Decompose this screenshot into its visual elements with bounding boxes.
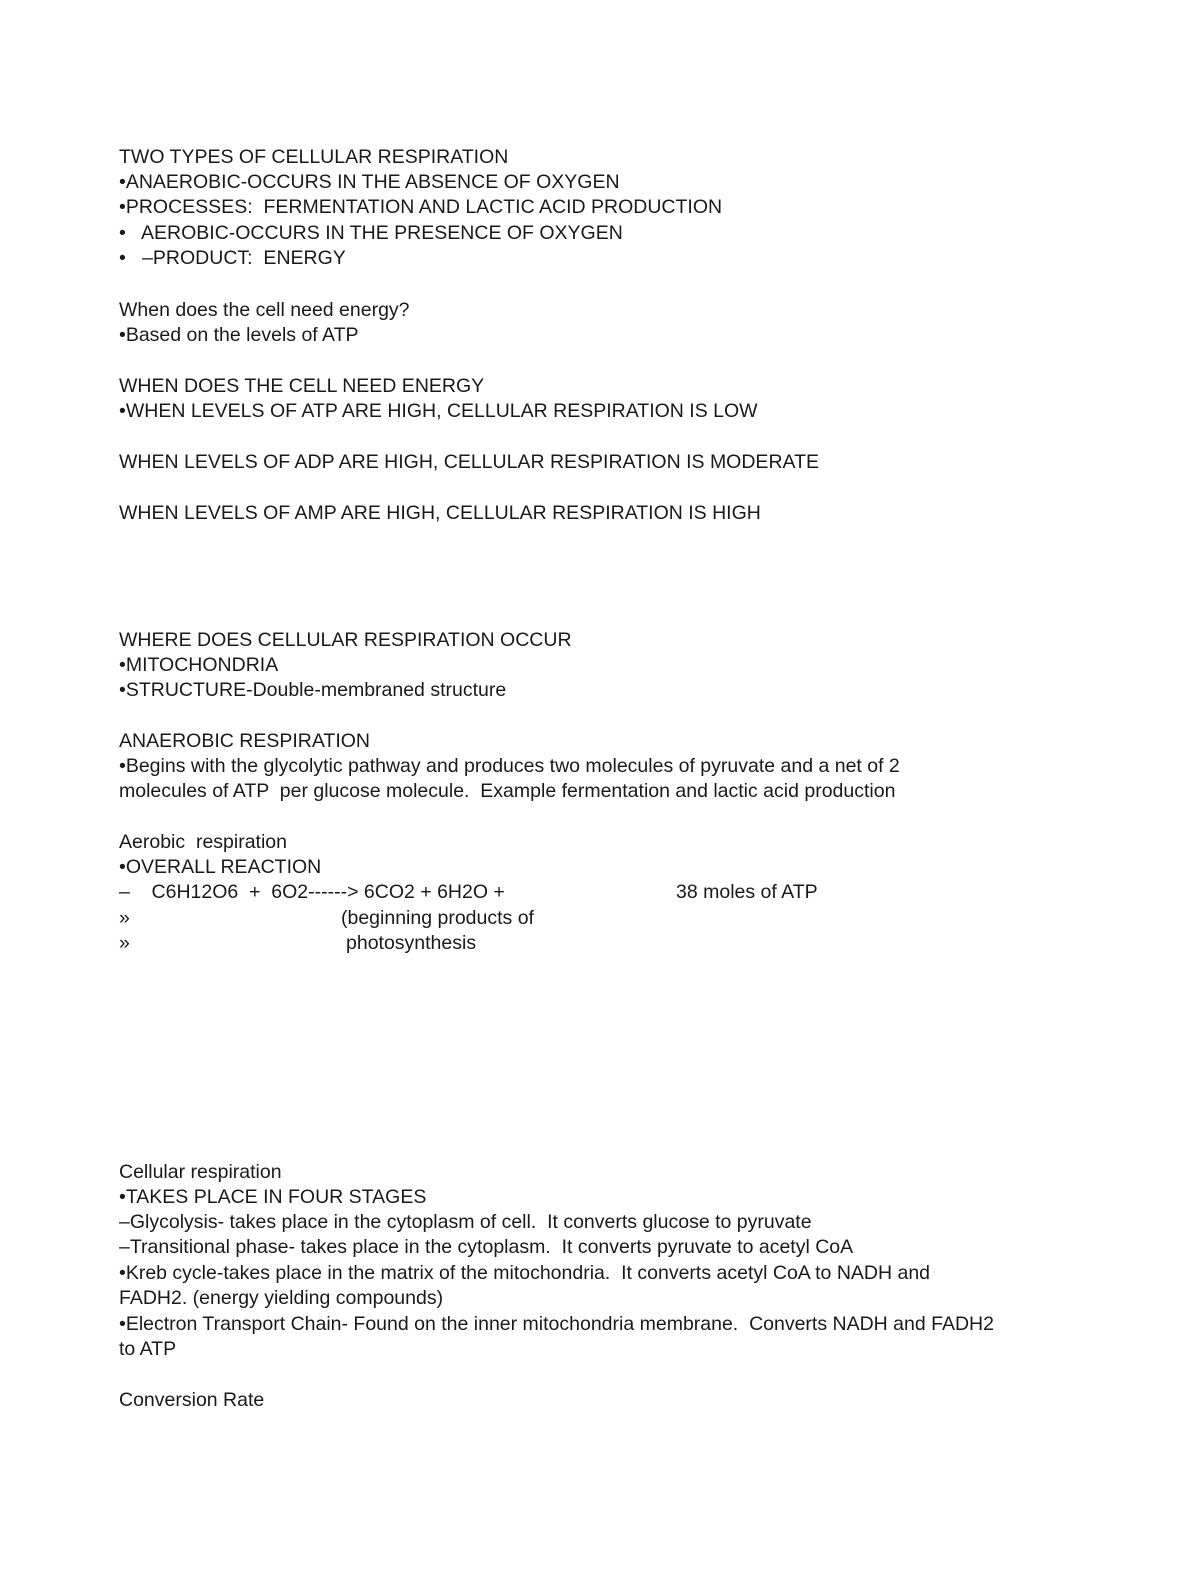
list-item: •Based on the levels of ATP [119,324,359,346]
list-item: –Glycolysis- takes place in the cytoplasm of cell. It converts glucose to pyruvate [119,1211,812,1233]
paragraph: molecules of ATP per glucose molecule. Example fermentation and lactic acid production [119,780,896,802]
equation-right: 38 moles of ATP [676,881,818,903]
note-marker: » [119,932,130,954]
equation-left: – C6H12O6 + 6O2------> 6CO2 + 6H2O + [119,881,505,903]
section-heading-cellular-respiration: Cellular respiration [119,1161,282,1183]
list-item: • –PRODUCT: ENERGY [119,247,346,269]
note-text: (beginning products of [341,907,534,929]
list-item: •PROCESSES: FERMENTATION AND LACTIC ACID PRODUCTION [119,196,723,218]
paragraph: WHEN LEVELS OF AMP ARE HIGH, CELLULAR RESPIRATION IS HIGH [119,502,761,524]
list-item-continuation: FADH2. (energy yielding compounds) [119,1287,444,1309]
list-item: •Kreb cycle-takes place in the matrix of the mitochondria. It converts acetyl CoA to NADH and [119,1262,931,1284]
list-item: •TAKES PLACE IN FOUR STAGES [119,1186,427,1208]
note-marker: » [119,907,130,929]
paragraph: •Begins with the glycolytic pathway and produces two molecules of pyruvate and a net of 2 [119,755,900,777]
note-text: photosynthesis [346,932,477,954]
section-heading-types: TWO TYPES OF CELLULAR RESPIRATION [119,146,509,168]
section-heading-where: WHERE DOES CELLULAR RESPIRATION OCCUR [119,629,572,651]
list-item: •ANAEROBIC-OCCURS IN THE ABSENCE OF OXYGEN [119,171,620,193]
list-item: •MITOCHONDRIA [119,654,279,676]
list-item: •STRUCTURE-Double-membraned structure [119,679,507,701]
section-heading-anaerobic: ANAEROBIC RESPIRATION [119,730,371,752]
list-item-continuation: to ATP [119,1338,177,1360]
section-heading-when-energy: When does the cell need energy? [119,299,410,321]
list-item: –Transitional phase- takes place in the cytoplasm. It converts pyruvate to acetyl CoA [119,1236,854,1258]
section-heading-cell-energy: WHEN DOES THE CELL NEED ENERGY [119,375,485,397]
section-heading-aerobic: Aerobic respiration [119,831,287,853]
list-item: •OVERALL REACTION [119,856,322,878]
list-item: •WHEN LEVELS OF ATP ARE HIGH, CELLULAR RESPIRATION IS LOW [119,400,758,422]
paragraph: WHEN LEVELS OF ADP ARE HIGH, CELLULAR RESPIRATION IS MODERATE [119,451,820,473]
list-item: •Electron Transport Chain- Found on the inner mitochondria membrane. Converts NADH and FADH2 [119,1313,994,1335]
section-heading-conversion-rate: Conversion Rate [119,1389,265,1411]
list-item: • AEROBIC-OCCURS IN THE PRESENCE OF OXYGEN [119,222,623,244]
